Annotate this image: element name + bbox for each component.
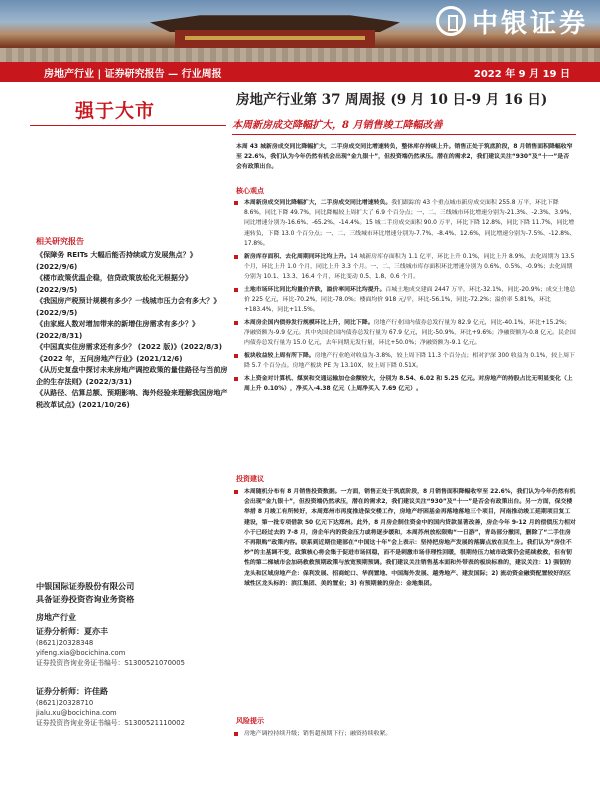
related-research-list (36, 249, 228, 410)
risk-item (232, 729, 576, 739)
core-view-item (232, 252, 576, 283)
report-subtitle: 本周新房成交降幅扩大，8 月销售竣工降幅改善 (232, 120, 443, 131)
report-category-bar (0, 62, 600, 82)
company-qualification: 具备证券投资咨询业务资格 (36, 594, 135, 604)
core-view-lead: 本周房企国内债券发行规模环比上升，同比下降。 (244, 319, 374, 326)
risk-heading: 风险提示 (236, 717, 264, 725)
bank-of-china-icon (436, 6, 466, 36)
analyst-cert: 证券投资咨询业务证书编号：S1300521070005 (36, 659, 185, 667)
related-research-heading: 相关研究报告 (36, 237, 84, 246)
risk-text: 房地产调控持续升级；销售超预期下行；融资持续收紧。 (244, 731, 392, 737)
core-view-lead: 土地市场环比同比均量价齐跌，溢价率同环比均提升。 (244, 286, 386, 293)
analyst-card (36, 625, 236, 668)
report-title: 房地产行业第 37 周周报 (9 月 10 日-9 月 16 日) (236, 92, 548, 108)
core-view-lead: 新房库存面积、去化周期同环比均上升。 (244, 253, 351, 260)
investment-advice-heading: 投资建议 (236, 475, 264, 483)
related-report-item: 《保障务 REITs 大幅后能否持续或方发展焦点？》(2022/9/6) (36, 250, 197, 271)
core-view-text: 我们跟踪的 43 个重点城市新房成交面积 255.8 万平，环比下降 8.6%，同比下降 49.7%，同比降幅较上周扩大了 6.9 个百分点；一、二、三线城市环比增速分别为-21.3%、-2.3%、3.9%，同比增速分别为-16.6%、-65.2%、-14.4%。15 城二手房成交面积 90.0 万平，环比下降 12.8%，同比下降 11.7%，同比增速转负，下降 13.0 个百分点；一、二、三线城市环比增速分别为-7.7%、-8.4%、12.6%，同比增速分别为-7.5%、-12.8%、17.8%。 (244, 200, 576, 247)
investment-advice-text: 本周随机分布有 8 月销售投资数据。一方面，销售正处于筑底阶段，8 月销售面积降幅收窄至 22.6%，我们认为今年仍然有机会出现“金九银十”，但投资端仍然承压，潜在的需求2，我们建议关注“930”及“十一”是否会有政策出台。另一方面，保交楼举措 8 月竣工有所转好，本周郑州市再度推进保交楼工作，房地产纾困基金再落地落地三个项目，河南推动竣工延期项目复工建设，第一批专项借款 50 亿元下达郑州。此外，8 月房企制住资金中的国内贷款显著改善，房企今年 9-12 月的偿债压力相对小于已经过去的 7-8 月，房企年内的资金压力或将逐步缓和，本周苏州放松限购“一日游”，青岛部分撤回，删除了“二手住房不再限购”政策内容。联系到近期住建部在“中国这十年”会上表示：坚持把房地产发展的落脚点放在民生上。我们认为“房住不炒”的主基调不变，政策核心将会集于促进市场回稳，而不是刺激市场非理性回暖，很期待压力城市政策仍会延续救救，但有韧性的第二梯城市会加码救救预期政策与放宽预期预调。我们建议关注销售基本面和外带表的板块标准的，建议关注：1) 强韧的龙头和区域房地产企：保利发展、招商蛇口、华润置地、中国海外发展、越秀地产、建发国际；2) 流动资金融资配置较好的区域性区龙头标的：滨江集团、美的置业；3) 有预期兼的房企：金地集团。 (244, 489, 576, 587)
header-banner (0, 0, 600, 62)
core-views-heading: 核心观点 (236, 187, 264, 195)
report-date: 2022 年 9 月 19 日 (473, 68, 570, 80)
core-view-item (232, 198, 576, 249)
related-report-item: 《从路径、估算总额、预期影响、海外经验来理解我国房地产税改革试点》(2021/10/26) (36, 388, 228, 409)
sector-label: 房地产行业 (36, 613, 76, 622)
right-divider (232, 134, 576, 135)
left-divider (30, 125, 226, 126)
rating-label: 强于大市 (75, 100, 156, 122)
summary-paragraph (236, 142, 574, 173)
core-view-text: 房地产行业国内债券总发行量为 82.9 亿元，同比-40.1%，环比+15.2%；净融资额为-9.9 亿元。其中央国企国内债券总发行量为 67.9 亿元，同比-50.9%，环比+9.6%；净融资额为-0.8 亿元。民企国内债券总发行量为 15.0 亿元，去年同期无发行量，环比+50.0%；净融资额为-9.1 亿元。 (244, 319, 576, 347)
company-info (36, 580, 134, 606)
related-report-item: 《从历史复盘中探讨未来房地产调控政策的量佳路径与当前房企的生存法则》(2022/3/31) (36, 365, 228, 386)
investment-advice-list (232, 487, 576, 592)
investment-advice-item (232, 487, 576, 589)
core-view-item (232, 374, 576, 394)
analyst-email: yifeng.xia@bocichina.com (36, 649, 126, 657)
related-report-item: 《中国真实住房需求还有多少？ (2022 版)》(2022/8/3) (36, 342, 222, 351)
core-view-text: 百城土地成交建面 2447 万平，环比-32.1%，同比-20.9%；成交土地总价 225 亿元，环比-70.2%，同比-78.0%；楼面均价 918 元/平，环比-56.1%，同比-72.2%；溢价率 5.81%，环比+183.4%，同比+11.5%。 (244, 286, 576, 314)
core-view-item (232, 285, 576, 316)
analyst-name: 证券分析师：夏亦丰 (36, 627, 108, 636)
analyst-name: 证券分析师：许佳路 (36, 687, 108, 696)
core-view-item (232, 318, 576, 349)
report-category: 房地产行业 | 证券研究报告 — 行业周报 (44, 68, 222, 80)
analyst-card (36, 685, 236, 728)
palace-steps-image (0, 48, 600, 62)
core-view-text: 本上资金对计算机、煤炭和交通运输加仓金额较大，分别为 8.54、6.02 和 5.25 亿元。对房地产的持股占比无明显变化（上周上升 0.10%），净买入-4.38 亿元（上周净买入 7.69 亿元）。 (244, 375, 573, 392)
analyst-cert: 证券投资咨询业务证书编号：S1300521110002 (36, 719, 185, 727)
analyst-phone: (8621)20328710 (36, 699, 94, 707)
related-report-item: 《2022 年，五问房地产行业》(2021/12/6) (36, 353, 183, 363)
related-report-item: 《我国房产税预计规模有多少？一线城市压力会有多大？》(2022/9/5) (36, 296, 221, 317)
analyst-email: jialu.xu@bocichina.com (36, 709, 117, 717)
analyst-phone: (8621)20328348 (36, 639, 94, 647)
risk-list (232, 729, 576, 742)
related-report-item: 《由家庭人数对增加带来的新增住房需求有多少？》(2022/8/31) (36, 319, 200, 340)
summary-text: 本周 43 城新房成交同比降幅扩大，二手房成交同比增速转负，整体库存持续上升。销售正处于筑底阶段，8 月销售面积降幅收窄至 22.6%，我们认为今年仍然有机会出现“金九银十”，但投资端仍然承压。潜在的需求2，我们建议关注“930”及“十一”是否会有政策出台。 (236, 144, 573, 171)
core-view-lead: 板块收益较上周有所下降。 (244, 352, 315, 359)
related-report-item: 《楼市政策优温企稳，信贷政策放松化无根据分》(2022/9/5) (36, 273, 193, 294)
logo-text: 中银证券 (471, 8, 588, 39)
palace-roof-image (150, 8, 400, 32)
core-view-item (232, 351, 576, 371)
core-view-lead: 本周新房成交同比降幅扩大，二手房成交同比增速转负。 (244, 200, 392, 206)
company-name: 中银国际证券股份有限公司 (36, 581, 135, 591)
core-views-list (232, 198, 576, 397)
core-view-text: 房地产行业绝对收益为-3.8%，较上周下降 11.3 个百分点；相对沪深 300 收益为 0.1%，较上周下降 5.7 个百分点。房地产板块 PE 为 13.10X，较上周下降 0.51X。 (244, 352, 575, 370)
brand-logo (436, 4, 588, 38)
core-view-text: 14 城新房库存面积为 1.1 亿平，环比上升 0.1%，同比上升 8.9%，去化周期为 13.5 个月，环比上升 1.0 个月，同比上升 3.3 个月。一、二、三线城市库存面积环比增速分别为 0.6%、0.5%、-0.9%；去化周期分别为 10.1、13.3、16.4 个月，环比变动 0.5、1.8、0.6 个月。 (244, 253, 575, 280)
